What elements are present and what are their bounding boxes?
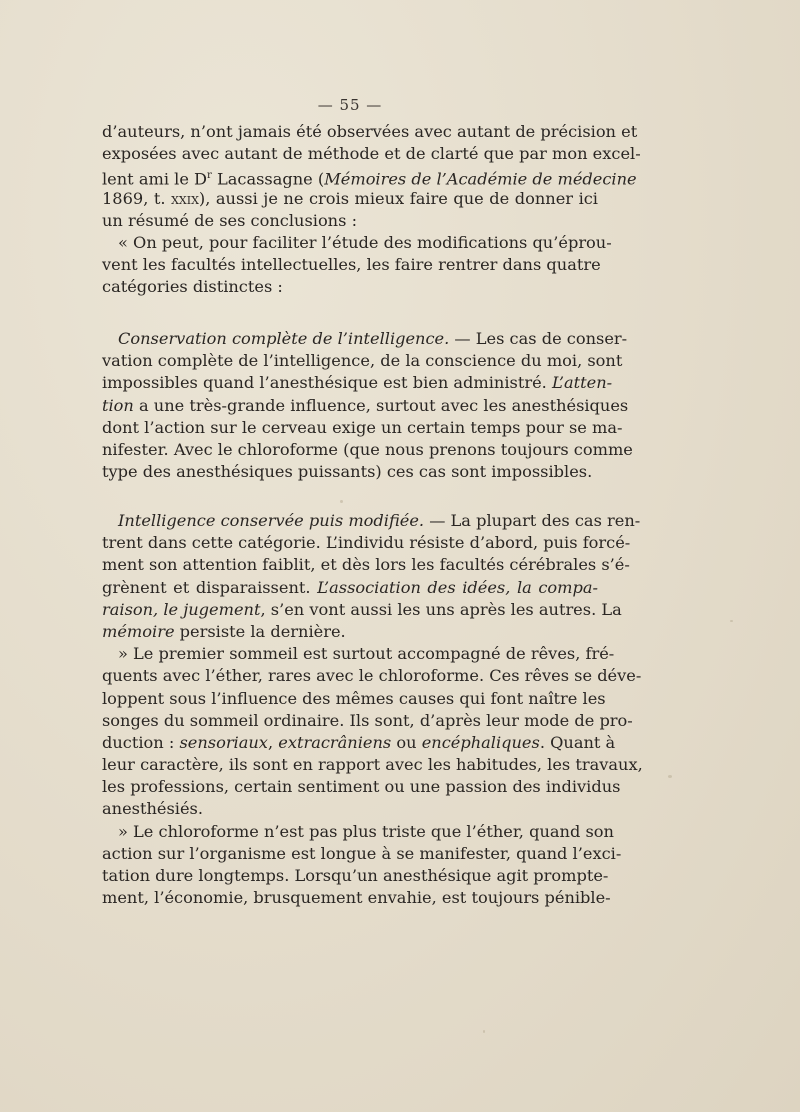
italic-term: tion — [102, 395, 134, 415]
paper-speck — [340, 500, 343, 503]
text-line — [102, 395, 629, 417]
text-span: grènent et disparaissent. — [102, 577, 318, 597]
text-span: impossibles quand l’anesthésique est bien administré. — [102, 373, 552, 393]
text-line — [102, 621, 598, 643]
text-span: tation dure longtemps. Lorsqu’un anesthésique agit prompte- — [102, 866, 609, 885]
text-line — [102, 776, 621, 798]
text-span: . Quant à — [539, 732, 616, 752]
text-span: songes du sommeil ordinaire. Ils sont, d’après leur mode de pro- — [102, 710, 633, 730]
text-span: duction : — [102, 732, 180, 752]
text-span: lent ami le D — [102, 169, 208, 189]
text-line — [102, 665, 642, 687]
text-span: type des anesthésiques puissants) ces cas sont impossibles. — [102, 462, 593, 482]
text-line — [102, 165, 637, 189]
text-block-intro — [102, 121, 641, 299]
text-span: a une très-grande influence, surtout avec les anesthésiques — [133, 395, 629, 415]
paper-speck — [668, 775, 672, 778]
text-line — [102, 417, 623, 439]
text-line — [102, 554, 630, 576]
text-span: persiste la dernière. — [174, 621, 346, 641]
text-span: les professions, certain sentiment ou une passion des individus — [102, 777, 621, 797]
text-line — [102, 210, 598, 232]
text-span: Lacassagne ( — [211, 169, 325, 189]
italic-term: encéphaliques — [421, 732, 540, 752]
text-span: ment, l’économie, brusquement envahie, est toujours pénible- — [102, 888, 611, 908]
text-line — [102, 599, 622, 621]
text-span: , — [267, 732, 279, 752]
text-line — [102, 350, 623, 372]
text-span: — La plupart des cas ren- — [424, 511, 641, 530]
text-line — [102, 754, 643, 776]
text-span: — Les cas de conser- — [449, 329, 628, 348]
text-line — [102, 461, 598, 483]
text-span: vation complète de l’intelligence, de la conscience du moi, sont — [102, 351, 623, 371]
text-span: un résumé de ses conclusions : — [102, 210, 358, 230]
text-span: « On peut, pour faciliter l’étude des modifications qu’éprou- — [118, 232, 612, 252]
text-line — [102, 121, 638, 143]
text-line — [102, 254, 601, 276]
text-line — [102, 276, 598, 298]
italic-term: L’atten- — [551, 373, 613, 393]
text-span: vent les facultés intellectuelles, les faire rentrer dans quatre — [102, 255, 601, 275]
section-heading: Conservation complète de l’intelligence. — [118, 329, 450, 348]
text-line — [102, 439, 633, 461]
text-line — [102, 710, 633, 732]
text-line — [102, 643, 615, 665]
text-line — [102, 887, 611, 909]
text-span: ou — [391, 732, 422, 752]
page-number: — 55 — — [317, 96, 383, 114]
section-modification — [102, 510, 643, 909]
text-line — [102, 328, 628, 350]
text-line — [102, 510, 641, 532]
italic-term: sensoriaux — [179, 732, 268, 752]
text-span: catégories distinctes : — [102, 277, 283, 297]
text-span: nifester. Avec le chloroforme (que nous prenons toujours comme — [102, 439, 633, 459]
text-span: leur caractère, ils sont en rapport avec les habitudes, les travaux, — [102, 755, 643, 775]
text-span: ), aussi je ne crois mieux faire que de donner ici — [198, 188, 598, 208]
small-caps-volume: xxix — [171, 188, 199, 208]
text-line — [102, 577, 598, 599]
text-span: , s’en vont aussi les uns après les autres. La — [260, 599, 622, 619]
section-heading: Intelligence conservée puis modifiée. — [118, 511, 425, 530]
text-span: loppent sous l’influence des mêmes causes qui font naître les — [102, 688, 606, 708]
text-line — [102, 865, 609, 887]
text-line — [102, 143, 641, 165]
text-line — [102, 732, 616, 754]
text-line — [102, 821, 614, 843]
text-span: d’auteurs, n’ont jamais été observées avec autant de précision et — [102, 122, 638, 141]
text-span: ment son attention faiblit, et dès lors les facultés cérébrales s’é- — [102, 555, 630, 575]
text-line — [102, 843, 622, 865]
text-span: action sur l’organisme est longue à se manifester, quand l’exci- — [102, 843, 622, 863]
paper-speck — [483, 1030, 485, 1033]
text-span: 1869, t. — [102, 188, 172, 208]
section-conservation — [102, 328, 633, 483]
italic-title: Mémoires de l’Académie de médecine — [324, 169, 637, 189]
text-span: trent dans cette catégorie. L’individu résiste d’abord, puis forcé- — [102, 533, 631, 553]
text-span: » Le chloroforme n’est pas plus triste que l’éther, quand son — [118, 821, 614, 841]
italic-term: mémoire — [102, 621, 175, 641]
text-span: exposées avec autant de méthode et de clarté que par mon excel- — [102, 144, 641, 164]
text-line — [102, 372, 613, 394]
text-span: » Le premier sommeil est surtout accompagné de rêves, fré- — [118, 644, 615, 664]
text-span: anesthésiés. — [102, 799, 203, 819]
superscript: r — [207, 170, 212, 182]
italic-term: L’association des idées, la compa- — [317, 577, 598, 597]
text-span: dont l’action sur le cerveau exige un certain temps pour se ma- — [102, 417, 623, 437]
text-line — [102, 188, 598, 210]
text-line — [102, 688, 606, 710]
italic-term: extracrâniens — [278, 732, 392, 752]
text-span: quents avec l’éther, rares avec le chloroforme. Ces rêves se déve- — [102, 666, 642, 686]
text-line — [102, 532, 631, 554]
text-line — [102, 798, 598, 820]
italic-term: raison, le jugement — [102, 599, 261, 619]
text-line — [102, 232, 612, 254]
paper-speck — [730, 620, 733, 622]
